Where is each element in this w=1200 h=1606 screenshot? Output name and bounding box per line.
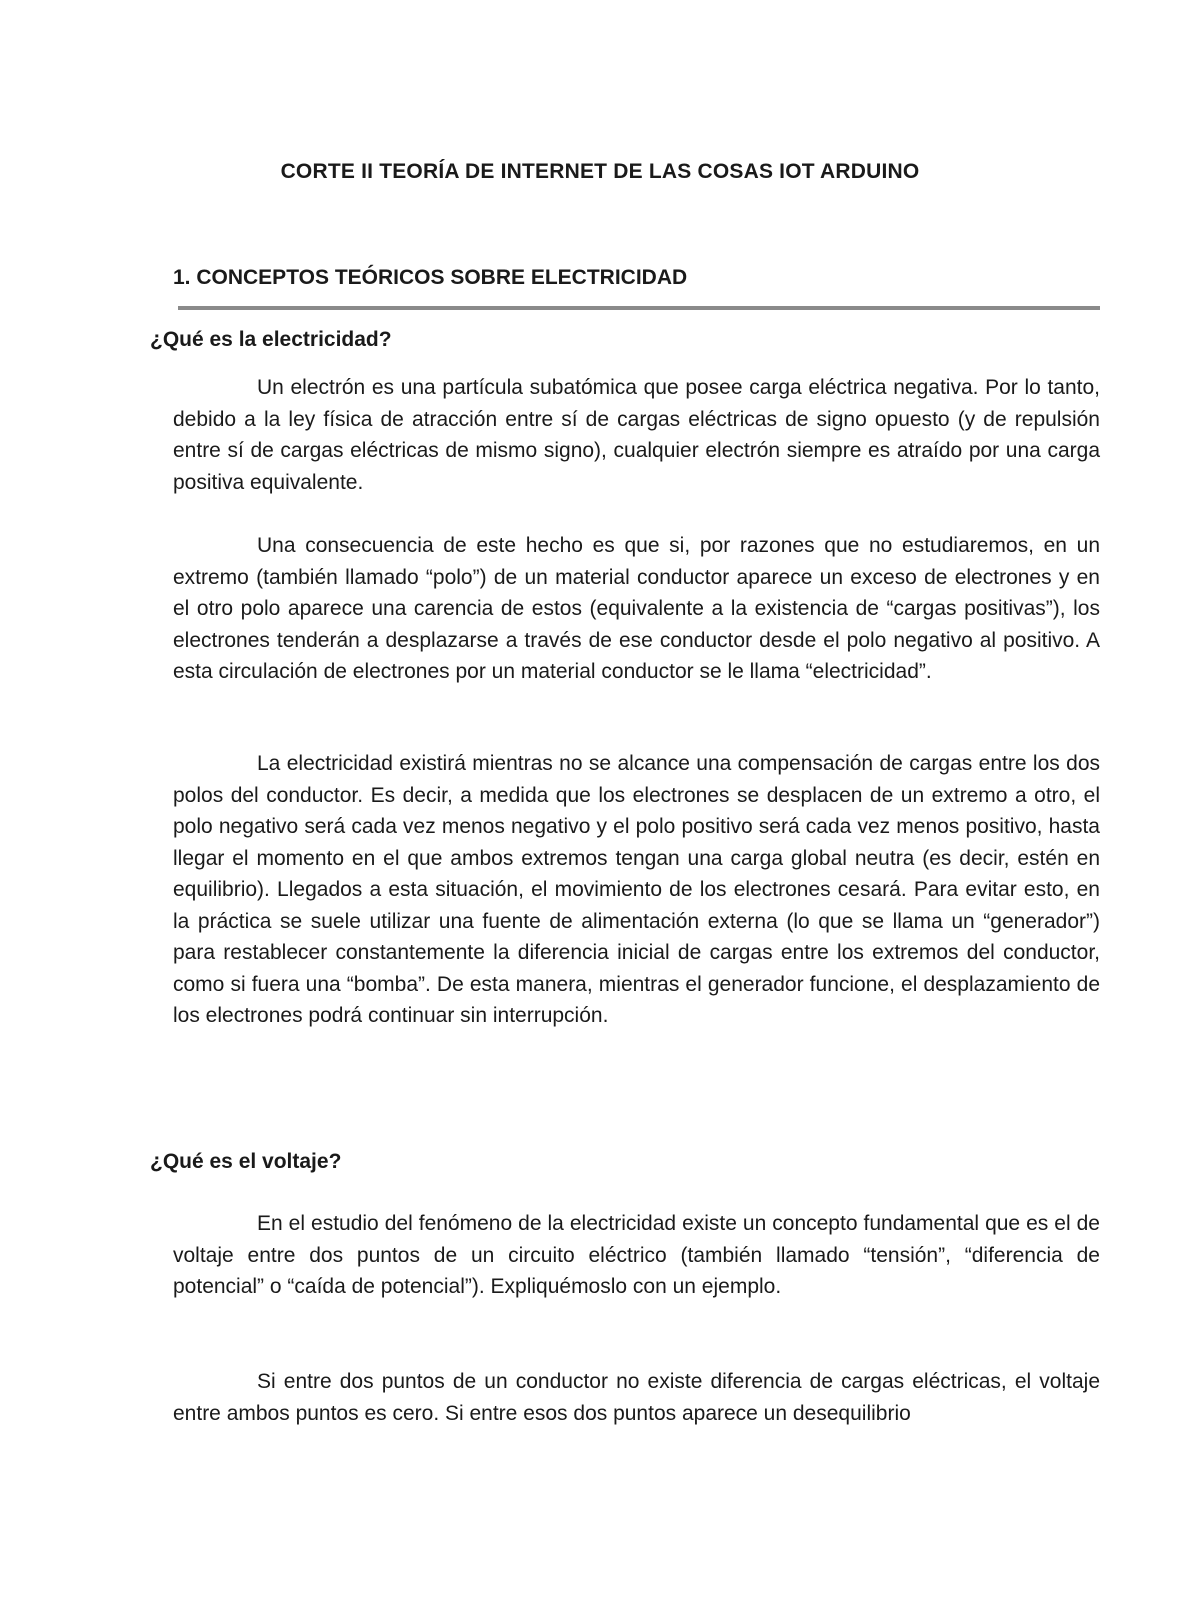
paragraph-compensation: La electricidad existirá mientras no se alcance una compensación de cargas entre los dos polos del conductor. Es decir, a medida que los electrones se desplacen de un extremo a otro, el polo negativo será cada vez menos negativo y el polo positivo será cada vez menos positivo, hasta llegar el momento en el que ambos extremos tengan una carga global neutra (es decir, estén en equilibrio). Llegados a esta situación, el movimiento de los electrones cesará. Para evitar esto, en la práctica se suele utilizar una fuente de alimentación externa (lo que se llama un “generador”) para restablecer constantemente la diferencia inicial de cargas entre los extremos del conductor, como si fuera una “bomba”. De esta manera, mientras el generador funcione, el desplazamiento de los electrones podrá continuar sin interrupción. [173,752,1100,1027]
paragraph-consequence: Una consecuencia de este hecho es que si, por razones que no estudiaremos, en un extremo (también llamado “polo”) de un material conductor aparece un exceso de electrones y en el otro polo aparece una carencia de estos (equivalente a la existencia de “cargas positivas”), los electrones tenderán a desplazarse a través de ese conductor desde el polo negativo al positivo. A esta circulación de electrones por un material conductor se le llama “electricidad”. [173,534,1100,683]
paragraph-voltage-example: Si entre dos puntos de un conductor no existe diferencia de cargas eléctricas, el voltaje entre ambos puntos es cero. Si entre esos dos puntos aparece un desequilibrio [173,1370,1100,1425]
section-divider [178,306,1100,310]
paragraph-electron: Un electrón es una partícula subatómica que posee carga eléctrica negativa. Por lo tanto, debido a la ley física de atracción entre sí de cargas eléctricas de signo opuesto (y de repulsión entre sí de cargas eléctricas de mismo signo), cualquier electrón siempre es atraído por una carga positiva equivalente. [173,376,1100,494]
document-title: CORTE II TEORÍA DE INTERNET DE LAS COSAS IOT ARDUINO [280,160,920,183]
question-heading-voltage: ¿Qué es el voltaje? [150,1150,342,1173]
paragraph-voltage-concept: En el estudio del fenómeno de la electricidad existe un concepto fundamental que es el de voltaje entre dos puntos de un circuito eléctrico (también llamado “tensión”, “diferencia de potencial” o “caída de potencial”). Expliquémoslo con un ejemplo. [173,1212,1100,1298]
section-heading: 1. CONCEPTOS TEÓRICOS SOBRE ELECTRICIDAD [173,266,688,289]
question-heading-electricity: ¿Qué es la electricidad? [150,328,392,351]
